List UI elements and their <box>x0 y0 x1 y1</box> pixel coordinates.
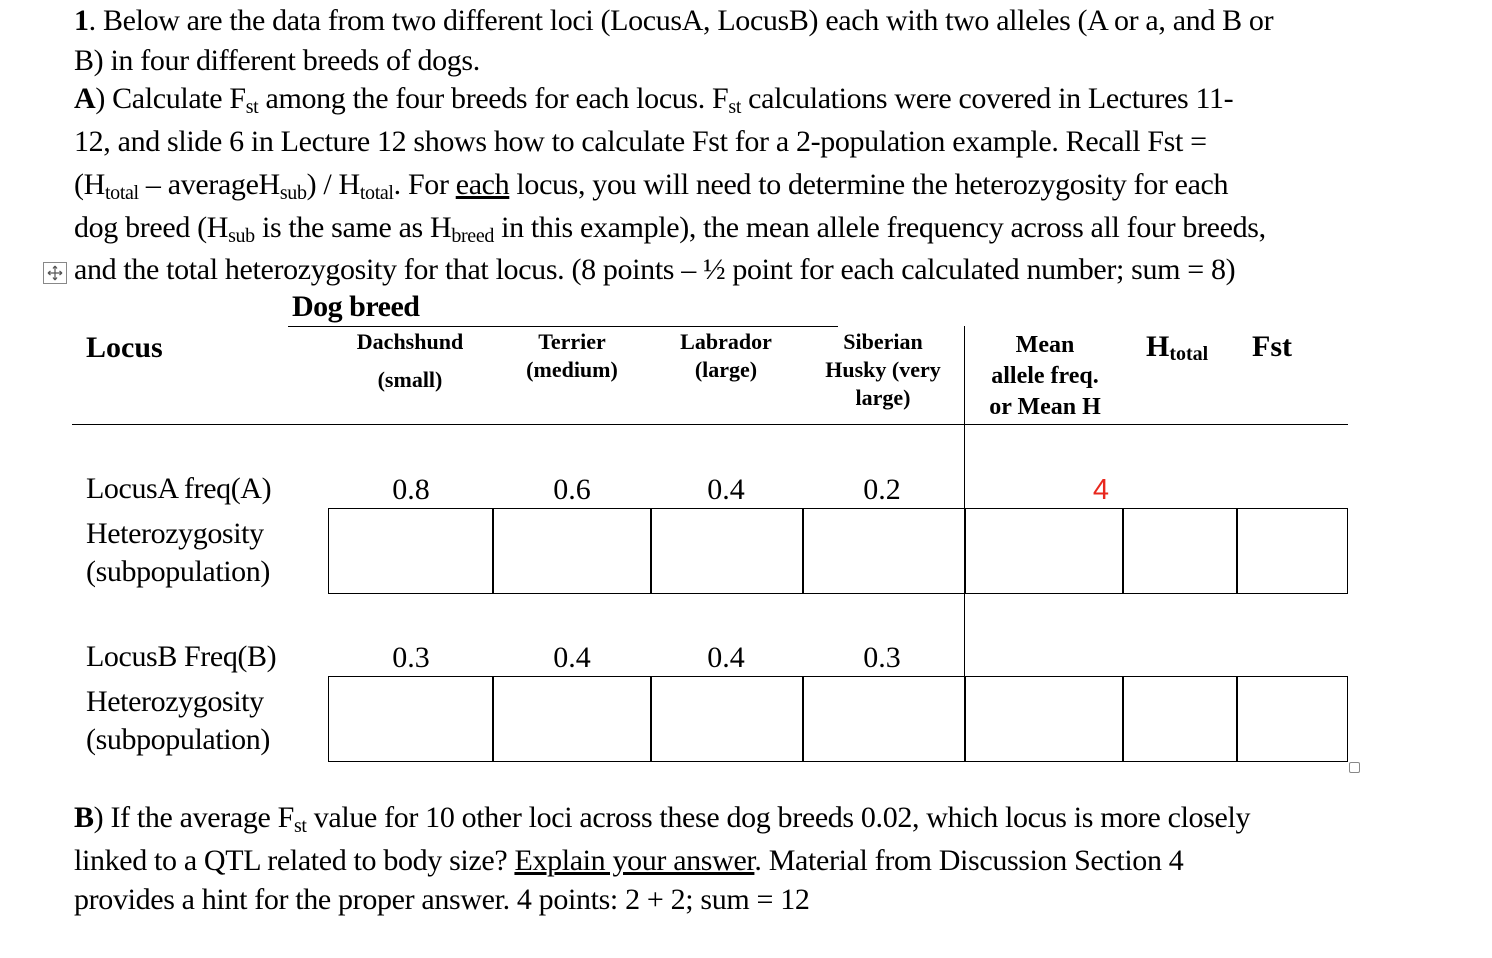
locus-b-freq-labrador: 0.4 <box>707 641 745 674</box>
locus-a-het-dachshund-cell[interactable] <box>328 508 494 594</box>
dog-breed-underline <box>288 326 838 327</box>
locus-b-het-siberian-cell[interactable] <box>802 676 966 762</box>
four-arrow-icon <box>47 265 63 281</box>
move-anchor-icon[interactable] <box>43 262 67 284</box>
locus-a-fst-cell[interactable] <box>1236 508 1348 594</box>
locus-a-het-terrier-cell[interactable] <box>492 508 652 594</box>
each-underlined: each <box>455 168 510 201</box>
table-resize-handle-icon[interactable] <box>1349 762 1360 773</box>
part-a-line-2: 12, and slide 6 in Lecture 12 shows how to calculate Fst for a 2-population example. Recall Fst = <box>74 125 1207 158</box>
locus-a-het-siberian-cell[interactable] <box>802 508 966 594</box>
locus-a-freq-labrador: 0.4 <box>707 473 745 506</box>
part-a-line-1: A) Calculate $F_{st}$ among the four breeds for each locus. $F_{st}$ calculations were covered in Lectures 11- <box>74 82 1234 118</box>
part-a-label: A <box>74 82 96 115</box>
locus-b-freq-siberian: 0.3 <box>863 641 901 674</box>
locus-b-fst-cell[interactable] <box>1236 676 1348 762</box>
dog-breed-header: Dog breed <box>292 290 420 323</box>
part-a-line-4: dog breed ($H_{sub}$ is the same as $H_{breed}$ in this example), the mean allele frequency across all four breeds, <box>74 211 1266 247</box>
locus-a-freq-label: LocusA freq(A) <box>86 472 272 505</box>
locus-b-htotal-cell[interactable] <box>1122 676 1238 762</box>
part-a-line-3: ($H_{total}$ – averageH$_{sub}$) / $H_{total}$. For each locus, you will need to determine the heterozygosity for each <box>74 168 1229 204</box>
explain-your-answer: Explain your answer <box>514 844 755 877</box>
header-dachshund: Dachshund (small) <box>356 329 464 392</box>
part-a-line-5: and the total heterozygosity for that locus. (8 points – ½ point for each calculated number; sum = 8) <box>74 253 1236 286</box>
part-b-label: B <box>74 801 94 834</box>
locus-a-mean-answer[interactable]: 4 <box>1092 474 1110 506</box>
header-fst: Fst <box>1252 330 1292 363</box>
header-mean: Mean allele freq. or Mean H <box>989 332 1101 420</box>
locus-a-het-labrador-cell[interactable] <box>650 508 804 594</box>
header-siberian-husky: Siberian Husky (very large) <box>825 329 941 410</box>
part-b-line-1: B) If the average $F_{st}$ value for 10 other loci across these dog breeds 0.02, which locus is more closely <box>74 801 1251 837</box>
locus-a-freq-terrier: 0.6 <box>553 473 591 506</box>
locus-a-het-label: Heterozygosity (subpopulation) <box>86 517 270 588</box>
locus-b-het-terrier-cell[interactable] <box>492 676 652 762</box>
header-terrier: Terrier (medium) <box>526 329 618 382</box>
locus-a-mean-h-cell[interactable] <box>964 508 1124 594</box>
part-b-line-2: linked to a QTL related to body size? Explain your answer. Material from Discussion Section 4 <box>74 844 1184 877</box>
header-labrador: Labrador (large) <box>680 329 772 382</box>
locus-b-freq-dachshund: 0.3 <box>392 641 430 674</box>
locus-b-het-labrador-cell[interactable] <box>650 676 804 762</box>
question-intro-line-2: B) in four different breeds of dogs. <box>74 44 480 77</box>
header-htotal: $H_{total}$ <box>1146 330 1209 365</box>
part-b-line-3: provides a hint for the proper answer. 4 points: 2 + 2; sum = 12 <box>74 883 810 916</box>
locus-b-het-label: Heterozygosity (subpopulation) <box>86 685 270 756</box>
locus-b-het-dachshund-cell[interactable] <box>328 676 494 762</box>
locus-b-freq-label: LocusB Freq(B) <box>86 640 277 673</box>
locus-a-freq-dachshund: 0.8 <box>392 473 430 506</box>
question-number: 1 <box>74 4 89 37</box>
locus-header: Locus <box>86 331 163 364</box>
locus-b-mean-h-cell[interactable] <box>964 676 1124 762</box>
locus-a-htotal-cell[interactable] <box>1122 508 1238 594</box>
question-intro-line-1: 1. Below are the data from two different loci (LocusA, LocusB) each with two alleles (A or a, and B or <box>74 4 1274 37</box>
header-bottom-rule <box>72 424 1348 425</box>
locus-b-freq-terrier: 0.4 <box>553 641 591 674</box>
locus-a-freq-siberian: 0.2 <box>863 473 901 506</box>
